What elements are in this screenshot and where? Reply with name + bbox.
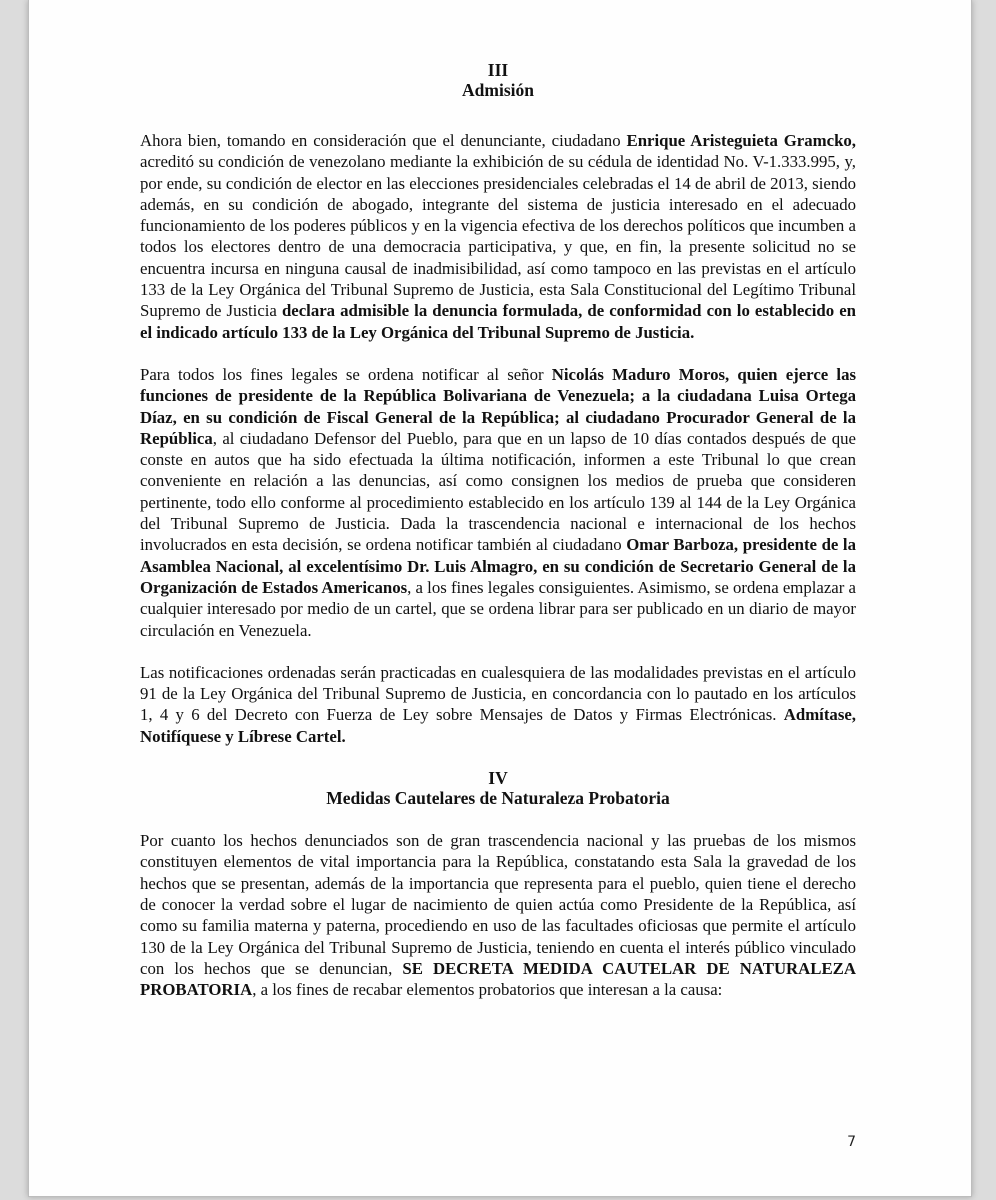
bold-text-run: Nicolás Maduro Moros, quien ejerce las funciones de presidente de la República Bolivariana de Venezuela; a la ciudadana Luisa Ortega Díaz, en su condición de Fiscal General de la República; al ciudadano Procurador General de la República bbox=[140, 364, 856, 448]
text-run: , al ciudadano Defensor del Pueblo, para que en un lapso de 10 días contados después de que conste en autos que ha sido efectuada la última notificación, informen a este Tribunal lo que crean conveniente en relación a las denuncias, así como consignen los medios de prueba que consideren pertinente, todo ello conforme al procedimiento establecido en los artículo 139 al 144 de la Ley Orgánica del Tribunal Supremo de Justicia. Dada la trascendencia nacional e internacional de los hechos involucrados en esta decisión, se ordena notificar también al ciudadano bbox=[140, 428, 856, 555]
bold-text-run: Enrique Aristeguieta Gramcko, bbox=[626, 131, 856, 150]
text-run: Por cuanto los hechos denunciados son de gran trascendencia nacional y las pruebas de los mismos constituyen elementos de vital importancia para la República, constatando esta Sala la gravedad de los hechos que se presentan, además de la importancia que representa para el pueblo, quien tiene el derecho de conocer la verdad sobre el lugar de nacimiento de quien actúa como Presidente de la República, así como su familia materna y paterna, procediendo en uso de las facultades oficiosas que permite el artículo 130 de la Ley Orgánica del Tribunal Supremo de Justicia, teniendo en cuenta el interés público vinculado con los hechos que se denuncian, bbox=[140, 831, 856, 978]
admission-paragraph bbox=[140, 130, 856, 343]
section-iv-heading bbox=[140, 768, 856, 808]
document-body bbox=[140, 60, 856, 1021]
text-run: acreditó su condición de venezolano mediante la exhibición de su cédula de identidad No. V-1.333.995, y, por ende, su condición de elector en las elecciones presidenciales celebradas el 14 de abril de 2013, siendo además, en su condición de abogado, integrante del sistema de justicia interesado en el adecuado funcionamiento de los poderes públicos y en la vigencia efectiva de los derechos políticos que incumben a todos los electores dentro de una democracia participativa, y que, en fin, la presente solicitud no se encuentra incursa en ninguna causal de inadmisibilidad, así como tampoco en las previstas en el artículo 133 de la Ley Orgánica del Tribunal Supremo de Justicia, esta Sala Constitucional del Legítimo Tribunal Supremo de Justicia bbox=[140, 152, 856, 321]
section-iii-numeral: III bbox=[487, 60, 509, 80]
section-iv-numeral: IV bbox=[488, 768, 508, 789]
bold-text-run: SE DECRETA MEDIDA CAUTELAR DE NATURALEZA PROBATORIA bbox=[140, 958, 856, 1000]
bold-text-run: Admítase, Notifíquese y Líbrese Cartel. bbox=[140, 705, 856, 746]
page-number: 7 bbox=[847, 1134, 856, 1150]
section-iii-title: Admisión bbox=[462, 80, 534, 100]
text-run: , a los fines legales consiguientes. Asimismo, se ordena emplazar a cualquier interesado por medio de un cartel, que se ordena librar para ser publicado en un diario de mayor circulación en Venezuela. bbox=[140, 577, 856, 640]
bold-text-run: Omar Barboza, presidente de la Asamblea Nacional, al excelentísimo Dr. Luis Almagro, en su condición de Secretario General de la Organización de Estados Americanos bbox=[140, 535, 856, 597]
section-iii-heading bbox=[140, 60, 856, 100]
text-run: Las notificaciones ordenadas serán practicadas en cualesquiera de las modalidades previstas en el artículo 91 de la Ley Orgánica del Tribunal Supremo de Justicia, en concordancia con lo pautado en los artículos 1, 4 y 6 del Decreto con Fuerza de Ley sobre Mensajes de Datos y Firmas Electrónicas. bbox=[140, 662, 856, 725]
notification-paragraph bbox=[140, 364, 856, 641]
precautionary-measures-paragraph bbox=[140, 830, 856, 1000]
notification-modalities-paragraph bbox=[140, 662, 856, 747]
bold-text-run: declara admisible la denuncia formulada, de conformidad con lo establecido en el indicado artículo 133 de la Ley Orgánica del Tribunal Supremo de Justicia. bbox=[140, 301, 856, 342]
text-run: Ahora bien, tomando en consideración que el denunciante, ciudadano bbox=[140, 131, 627, 150]
text-run: Para todos los fines legales se ordena notificar al señor bbox=[140, 364, 552, 384]
text-run: , a los fines de recabar elementos probatorios que interesan a la causa: bbox=[252, 980, 723, 1000]
section-iv-title: Medidas Cautelares de Naturaleza Probatoria bbox=[326, 788, 670, 809]
document-page bbox=[28, 0, 972, 1197]
